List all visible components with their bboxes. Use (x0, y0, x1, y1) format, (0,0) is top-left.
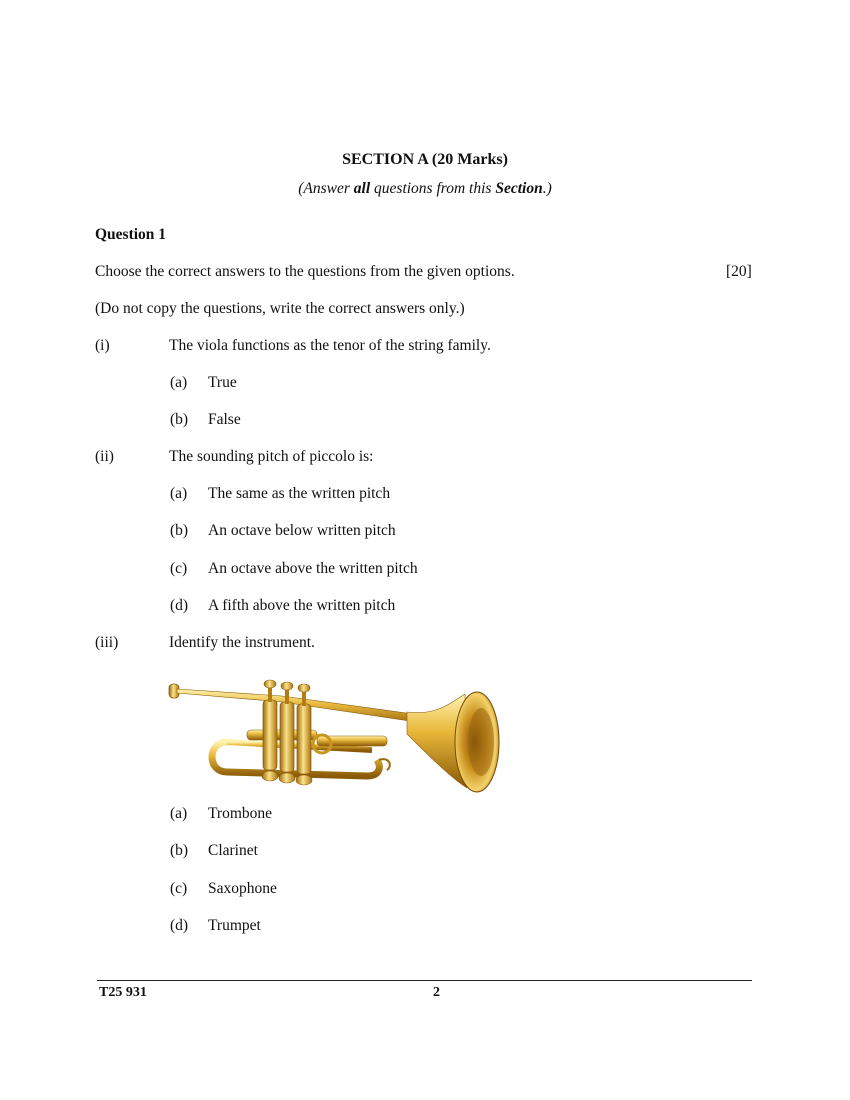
instruction-section: Section (495, 180, 543, 197)
option-letter: (c) (170, 880, 188, 897)
instruction-pre: (Answer (298, 180, 354, 197)
option-text: An octave below written pitch (208, 522, 396, 539)
item-number: (i) (95, 337, 110, 354)
option-text: Clarinet (208, 842, 258, 859)
option-text: False (208, 411, 241, 428)
option-letter: (b) (170, 842, 189, 859)
item-text: The sounding pitch of piccolo is: (169, 448, 374, 465)
option-text: A fifth above the written pitch (208, 597, 396, 614)
option-letter: (b) (170, 411, 189, 428)
page-number: 2 (433, 985, 440, 1000)
option-letter: (d) (170, 917, 189, 934)
footer-rule (97, 980, 752, 981)
trumpet-image (167, 672, 519, 800)
footer-code: T25 931 (99, 985, 147, 1000)
item-text: The viola functions as the tenor of the string family. (169, 337, 491, 354)
instruction-post: .) (542, 180, 552, 197)
option-text: Trumpet (208, 917, 261, 934)
option-text: Trombone (208, 805, 273, 822)
section-title: SECTION A (20 Marks) (342, 151, 508, 168)
question-heading: Question 1 (95, 226, 167, 243)
instruction-mid: questions from this (370, 180, 496, 197)
question-marks: [20] (726, 263, 752, 280)
item-text: Identify the instrument. (169, 634, 315, 651)
option-letter: (a) (170, 805, 188, 822)
item-number: (iii) (95, 634, 119, 651)
option-letter: (a) (170, 374, 188, 391)
option-letter: (b) (170, 522, 189, 539)
option-letter: (d) (170, 597, 189, 614)
question-note: (Do not copy the questions, write the correct answers only.) (95, 300, 465, 317)
option-text: An octave above the written pitch (208, 560, 418, 577)
section-instruction (0, 180, 850, 198)
option-text: True (208, 374, 237, 391)
option-letter: (c) (170, 560, 188, 577)
question-prompt: Choose the correct answers to the questions from the given options. (95, 263, 515, 280)
item-number: (ii) (95, 448, 114, 465)
instruction-all: all (353, 180, 371, 197)
option-text: Saxophone (208, 880, 277, 897)
option-letter: (a) (170, 485, 188, 502)
option-text: The same as the written pitch (208, 485, 391, 502)
